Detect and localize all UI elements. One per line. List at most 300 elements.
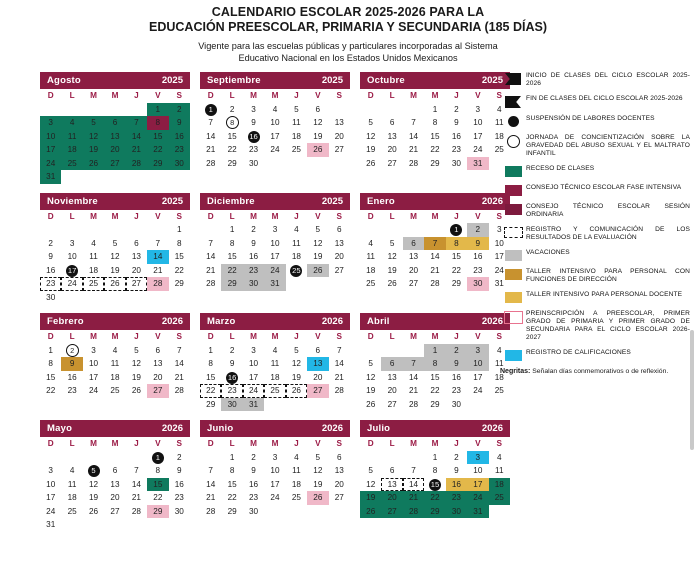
day-cell[interactable]: 21 [131, 493, 141, 502]
day-cell[interactable]: 23 [451, 386, 461, 395]
day-cell[interactable] [221, 116, 242, 130]
day-cell[interactable] [424, 478, 445, 492]
day-cell[interactable]: 19 [360, 491, 381, 505]
day-cell[interactable]: 30 [221, 398, 242, 412]
day-cell[interactable]: 29 [221, 277, 242, 291]
day-cell[interactable]: 20 [387, 386, 397, 395]
day-cell[interactable]: 28 [334, 386, 344, 395]
day-cell[interactable] [221, 371, 242, 385]
day-cell[interactable]: 13 [131, 252, 141, 261]
day-cell[interactable]: 23 [473, 265, 483, 275]
day-cell[interactable]: 6 [389, 466, 395, 475]
day-cell[interactable]: 21 [126, 143, 147, 157]
day-cell[interactable]: 7 [208, 466, 213, 475]
day-cell[interactable]: 12 [366, 131, 376, 141]
day-cell[interactable]: 5 [294, 104, 299, 114]
day-cell[interactable]: 24 [61, 277, 82, 291]
day-cell[interactable]: 29 [424, 505, 445, 519]
day-cell[interactable]: 21 [206, 265, 216, 275]
day-cell[interactable]: 18 [366, 265, 376, 275]
day-cell[interactable]: 16 [46, 265, 56, 275]
day-cell[interactable]: 3 [467, 344, 488, 358]
day-cell[interactable]: 6 [315, 345, 321, 355]
day-cell[interactable]: 28 [206, 158, 216, 168]
day-cell[interactable]: 17 [270, 131, 280, 141]
day-cell[interactable]: 27 [381, 505, 402, 519]
day-cell[interactable]: 30 [249, 506, 259, 516]
day-cell[interactable]: 13 [153, 359, 163, 368]
day-cell[interactable]: 28 [206, 506, 216, 516]
day-cell[interactable]: 9 [48, 252, 53, 261]
day-cell[interactable]: 5 [368, 118, 373, 127]
day-cell[interactable]: 3 [467, 451, 488, 465]
day-cell[interactable]: 31 [467, 505, 488, 519]
day-cell[interactable]: 8 [147, 116, 168, 130]
day-cell[interactable]: 23 [249, 145, 259, 154]
day-cell[interactable]: 15 [451, 252, 461, 261]
day-cell[interactable]: 11 [292, 466, 301, 475]
day-cell[interactable]: 25 [291, 145, 301, 154]
day-cell[interactable]: 15 [430, 372, 440, 382]
day-cell[interactable]: 15 [206, 372, 216, 382]
day-cell[interactable]: 20 [334, 252, 344, 261]
day-cell[interactable]: 6 [336, 225, 342, 234]
day-cell[interactable]: 5 [315, 452, 321, 462]
day-cell[interactable]: 10 [270, 118, 280, 127]
day-cell[interactable]: 29 [227, 158, 237, 168]
day-cell[interactable]: 20 [381, 491, 402, 505]
day-cell[interactable]: 28 [409, 158, 419, 168]
day-cell[interactable]: 18 [291, 479, 301, 489]
day-cell[interactable]: 7 [411, 466, 416, 475]
day-cell[interactable]: 24 [270, 493, 280, 502]
day-cell[interactable]: 30 [174, 506, 184, 516]
day-cell[interactable]: 24 [494, 265, 504, 275]
day-cell[interactable]: 14 [174, 359, 184, 368]
day-cell[interactable]: 19 [313, 252, 323, 261]
day-cell[interactable]: 26 [104, 277, 125, 291]
day-cell[interactable]: 3 [272, 225, 278, 234]
day-cell[interactable]: 15 [227, 479, 237, 489]
day-cell[interactable]: 16 [451, 131, 461, 141]
day-cell[interactable]: 7 [411, 118, 416, 127]
day-cell[interactable]: 11 [67, 479, 77, 489]
day-cell[interactable]: 1 [229, 225, 235, 234]
day-cell[interactable]: 27 [334, 265, 344, 275]
day-cell[interactable]: 11 [292, 238, 301, 248]
day-cell[interactable]: 8 [432, 118, 438, 127]
day-cell[interactable]: 9 [169, 116, 190, 130]
day-cell[interactable]: 25 [110, 386, 120, 395]
day-cell[interactable]: 31 [46, 520, 56, 529]
day-cell[interactable]: 7 [126, 116, 147, 130]
day-cell[interactable]: 25 [264, 384, 285, 398]
day-cell[interactable]: 25 [67, 506, 77, 516]
day-cell[interactable]: 27 [409, 279, 419, 288]
day-cell[interactable]: 3 [251, 345, 256, 355]
day-cell[interactable]: 18 [61, 143, 82, 157]
day-cell[interactable]: 23 [243, 264, 264, 278]
day-cell[interactable]: 5 [368, 466, 373, 475]
day-cell[interactable]: 17 [467, 478, 488, 492]
day-cell[interactable]: 31 [494, 279, 504, 288]
day-cell[interactable]: 20 [334, 479, 344, 489]
day-cell[interactable]: 2 [446, 344, 467, 358]
day-cell[interactable]: 29 [430, 158, 440, 168]
day-cell[interactable]: 17 [494, 252, 504, 261]
day-cell[interactable]: 26 [83, 157, 104, 171]
day-cell[interactable]: 26 [366, 399, 376, 409]
day-cell[interactable]: 10 [270, 466, 280, 475]
day-cell[interactable]: 28 [131, 506, 141, 516]
day-cell[interactable]: 17 [40, 143, 61, 157]
day-cell[interactable]: 27 [110, 506, 120, 516]
day-cell[interactable]: 6 [112, 466, 118, 475]
day-cell[interactable]: 31 [40, 170, 61, 184]
day-cell[interactable]: 18 [494, 372, 504, 382]
day-cell[interactable]: 20 [387, 145, 397, 154]
day-cell[interactable]: 19 [83, 143, 104, 157]
day-cell[interactable]: 16 [169, 130, 190, 144]
day-cell[interactable]: 12 [291, 359, 301, 368]
day-cell[interactable]: 9 [251, 238, 256, 248]
day-cell[interactable]: 7 [208, 118, 213, 127]
day-cell[interactable]: 1 [432, 104, 438, 114]
day-cell[interactable]: 12 [313, 118, 323, 127]
day-cell[interactable]: 18 [89, 265, 99, 275]
day-cell[interactable]: 28 [430, 279, 440, 288]
day-cell[interactable]: 19 [110, 265, 120, 275]
day-cell[interactable]: 27 [334, 145, 344, 154]
day-cell[interactable]: 21 [409, 386, 419, 395]
day-cell[interactable]: 18 [494, 131, 504, 141]
day-cell[interactable]: 22 [147, 143, 168, 157]
day-cell[interactable]: 24 [264, 264, 285, 278]
day-cell[interactable]: 3 [272, 452, 278, 462]
day-cell[interactable]: 11 [495, 466, 504, 475]
day-cell[interactable]: 4 [112, 345, 118, 355]
day-cell[interactable]: 26 [307, 491, 328, 505]
day-cell[interactable]: 9 [251, 118, 256, 127]
day-cell[interactable]: 8 [176, 238, 182, 248]
day-cell[interactable]: 29 [174, 279, 184, 288]
day-cell[interactable]: 11 [366, 252, 375, 261]
day-cell[interactable]: 10 [473, 466, 483, 475]
day-cell[interactable]: 21 [334, 372, 344, 382]
day-cell[interactable] [61, 264, 82, 278]
day-cell[interactable]: 17 [270, 479, 280, 489]
day-cell[interactable]: 30 [451, 158, 461, 168]
day-cell[interactable]: 25 [494, 145, 504, 154]
day-cell[interactable]: 26 [131, 386, 141, 395]
day-cell[interactable]: 25 [489, 491, 510, 505]
day-cell[interactable]: 1 [424, 344, 445, 358]
day-cell[interactable]: 6 [403, 237, 424, 251]
day-cell[interactable]: 4 [272, 345, 278, 355]
day-cell[interactable]: 8 [424, 357, 445, 371]
day-cell[interactable]: 17 [270, 252, 280, 261]
day-cell[interactable]: 10 [89, 359, 99, 368]
day-cell[interactable]: 11 [495, 359, 504, 368]
day-cell[interactable]: 15 [227, 131, 237, 141]
day-cell[interactable]: 27 [334, 493, 344, 502]
day-cell[interactable]: 14 [206, 252, 216, 261]
day-cell[interactable]: 21 [409, 145, 419, 154]
day-cell[interactable]: 30 [169, 157, 190, 171]
day-cell[interactable]: 26 [286, 384, 307, 398]
day-cell[interactable]: 22 [451, 265, 461, 275]
day-cell[interactable]: 13 [110, 479, 120, 489]
day-cell[interactable]: 10 [67, 252, 77, 261]
day-cell[interactable] [61, 344, 82, 358]
day-cell[interactable]: 24 [243, 384, 264, 398]
day-cell[interactable]: 10 [40, 130, 61, 144]
day-cell[interactable]: 12 [313, 466, 323, 475]
day-cell[interactable]: 22 [46, 386, 56, 395]
day-cell[interactable]: 8 [229, 238, 235, 248]
day-cell[interactable]: 23 [446, 491, 467, 505]
day-cell[interactable]: 14 [147, 250, 168, 264]
day-cell[interactable]: 14 [126, 130, 147, 144]
day-cell[interactable]: 21 [206, 145, 216, 154]
day-cell[interactable]: 9 [61, 357, 82, 371]
day-cell[interactable]: 13 [334, 466, 344, 475]
day-cell[interactable]: 31 [467, 157, 488, 171]
day-cell[interactable]: 22 [227, 493, 237, 502]
day-cell[interactable]: 30 [249, 158, 259, 168]
day-cell[interactable]: 30 [446, 505, 467, 519]
day-cell[interactable]: 14 [206, 479, 216, 489]
day-cell[interactable]: 31 [243, 398, 264, 412]
day-cell[interactable]: 7 [424, 237, 445, 251]
day-cell[interactable]: 10 [270, 238, 280, 248]
day-cell[interactable]: 26 [366, 158, 376, 168]
day-cell[interactable]: 14 [403, 478, 424, 492]
day-cell[interactable]: 1 [176, 225, 182, 234]
day-cell[interactable]: 26 [360, 505, 381, 519]
day-cell[interactable]: 20 [153, 372, 163, 382]
day-cell[interactable]: 8 [48, 359, 53, 368]
day-cell[interactable]: 19 [366, 145, 376, 154]
day-cell[interactable]: 17 [89, 372, 99, 382]
day-cell[interactable]: 28 [174, 386, 184, 395]
day-cell[interactable]: 1 [229, 452, 235, 462]
day-cell[interactable]: 4 [272, 104, 278, 114]
day-cell[interactable]: 23 [67, 386, 77, 395]
day-cell[interactable]: 4 [496, 104, 502, 114]
day-cell[interactable]: 28 [409, 399, 419, 409]
day-cell[interactable]: 13 [104, 130, 125, 144]
day-cell[interactable]: 22 [430, 145, 440, 154]
day-cell[interactable]: 16 [473, 252, 483, 261]
day-cell[interactable]: 19 [387, 265, 397, 275]
day-cell[interactable]: 29 [430, 399, 440, 409]
day-cell[interactable]: 2 [454, 104, 459, 114]
day-cell[interactable]: 12 [83, 130, 104, 144]
day-cell[interactable]: 14 [131, 479, 141, 489]
day-cell[interactable]: 5 [315, 225, 321, 234]
day-cell[interactable]: 22 [174, 265, 184, 275]
day-cell[interactable]: 2 [176, 452, 182, 462]
day-cell[interactable]: 16 [446, 478, 467, 492]
day-cell[interactable]: 22 [424, 491, 445, 505]
day-cell[interactable]: 18 [291, 131, 301, 141]
day-cell[interactable]: 2 [467, 223, 488, 237]
day-cell[interactable]: 27 [126, 277, 147, 291]
day-cell[interactable]: 15 [147, 478, 168, 492]
day-cell[interactable]: 11 [110, 359, 120, 368]
day-cell[interactable]: 10 [249, 359, 259, 368]
day-cell[interactable]: 13 [387, 131, 397, 141]
day-cell[interactable]: 21 [153, 265, 163, 275]
day-cell[interactable]: 7 [176, 345, 182, 355]
day-cell[interactable]: 28 [403, 505, 424, 519]
day-cell[interactable]: 7 [208, 238, 213, 248]
day-cell[interactable]: 15 [430, 131, 440, 141]
day-cell[interactable]: 20 [334, 131, 344, 141]
day-cell[interactable]: 25 [83, 277, 104, 291]
day-cell[interactable]: 8 [446, 237, 467, 251]
day-cell[interactable]: 7 [403, 357, 424, 371]
day-cell[interactable]: 24 [473, 386, 483, 395]
day-cell[interactable]: 19 [313, 479, 323, 489]
day-cell[interactable]: 2 [251, 225, 256, 234]
day-cell[interactable]: 8 [432, 466, 438, 475]
day-cell[interactable]: 4 [368, 238, 373, 248]
day-cell[interactable]: 30 [467, 277, 488, 291]
day-cell[interactable]: 6 [381, 357, 402, 371]
day-cell[interactable]: 14 [409, 372, 419, 382]
day-cell[interactable]: 27 [387, 399, 397, 409]
day-cell[interactable]: 21 [430, 265, 440, 275]
day-cell[interactable]: 25 [61, 157, 82, 171]
scrollbar[interactable] [690, 330, 694, 450]
day-cell[interactable]: 18 [110, 372, 120, 382]
day-cell[interactable]: 10 [467, 357, 488, 371]
day-cell[interactable]: 24 [40, 157, 61, 171]
day-cell[interactable]: 15 [227, 252, 237, 261]
day-cell[interactable]: 10 [494, 238, 504, 248]
day-cell[interactable]: 23 [221, 384, 242, 398]
day-cell[interactable]: 12 [131, 359, 141, 368]
day-cell[interactable]: 13 [409, 252, 419, 261]
day-cell[interactable]: 24 [473, 145, 483, 154]
day-cell[interactable]: 9 [446, 357, 467, 371]
day-cell[interactable]: 23 [249, 493, 259, 502]
day-cell[interactable]: 4 [61, 116, 82, 130]
day-cell[interactable]: 27 [104, 157, 125, 171]
day-cell[interactable] [147, 451, 168, 465]
day-cell[interactable]: 2 [229, 104, 235, 114]
day-cell[interactable]: 8 [208, 359, 213, 368]
day-cell[interactable]: 15 [147, 130, 168, 144]
day-cell[interactable]: 22 [430, 386, 440, 395]
day-cell[interactable]: 9 [176, 466, 182, 475]
day-cell[interactable]: 1 [432, 452, 438, 462]
day-cell[interactable]: 11 [61, 130, 82, 144]
day-cell[interactable]: 12 [89, 479, 99, 489]
day-cell[interactable]: 20 [104, 143, 125, 157]
day-cell[interactable]: 13 [307, 357, 328, 371]
day-cell[interactable]: 3 [251, 104, 256, 114]
day-cell[interactable]: 7 [336, 345, 342, 355]
day-cell[interactable]: 30 [46, 292, 56, 302]
day-cell[interactable]: 20 [110, 493, 120, 502]
day-cell[interactable]: 7 [134, 466, 139, 475]
day-cell[interactable]: 6 [336, 452, 342, 462]
day-cell[interactable]: 24 [46, 506, 56, 516]
day-cell[interactable]: 20 [131, 265, 141, 275]
day-cell[interactable]: 4 [496, 345, 502, 355]
day-cell[interactable]: 12 [366, 479, 376, 489]
day-cell[interactable]: 25 [366, 279, 376, 288]
day-cell[interactable]: 21 [206, 493, 216, 502]
day-cell[interactable]: 8 [155, 466, 161, 475]
day-cell[interactable]: 31 [264, 277, 285, 291]
day-cell[interactable]: 25 [494, 386, 504, 395]
day-cell[interactable]: 14 [430, 252, 440, 261]
day-cell[interactable]: 3 [48, 466, 53, 475]
day-cell[interactable]: 3 [475, 104, 481, 114]
day-cell[interactable]: 27 [147, 384, 168, 398]
day-cell[interactable]: 6 [389, 118, 395, 127]
day-cell[interactable]: 19 [131, 372, 141, 382]
day-cell[interactable]: 3 [69, 238, 75, 248]
day-cell[interactable]: 30 [451, 399, 461, 409]
day-cell[interactable]: 16 [67, 372, 77, 382]
day-cell[interactable]: 5 [112, 238, 118, 248]
day-cell[interactable]: 22 [221, 264, 242, 278]
day-cell[interactable]: 19 [313, 131, 323, 141]
day-cell[interactable]: 5 [368, 359, 373, 368]
day-cell[interactable]: 1 [208, 345, 213, 355]
day-cell[interactable]: 29 [147, 505, 168, 519]
day-cell[interactable]: 28 [147, 277, 168, 291]
day-cell[interactable]: 29 [227, 506, 237, 516]
day-cell[interactable]: 26 [387, 279, 397, 288]
day-cell[interactable]: 18 [291, 252, 301, 261]
day-cell[interactable]: 23 [174, 493, 184, 502]
day-cell[interactable]: 28 [126, 157, 147, 171]
day-cell[interactable]: 13 [381, 478, 402, 492]
day-cell[interactable]: 12 [313, 238, 323, 248]
day-cell[interactable]: 2 [169, 103, 190, 117]
day-cell[interactable]: 29 [147, 157, 168, 171]
day-cell[interactable]: 6 [104, 116, 125, 130]
day-cell[interactable]: 22 [200, 384, 221, 398]
day-cell[interactable]: 26 [307, 143, 328, 157]
day-cell[interactable]: 11 [292, 118, 301, 127]
day-cell[interactable]: 19 [291, 372, 301, 382]
day-cell[interactable]: 14 [334, 359, 344, 368]
day-cell[interactable]: 19 [89, 493, 99, 502]
day-cell[interactable]: 16 [249, 479, 259, 489]
day-cell[interactable]: 4 [91, 238, 96, 248]
day-cell[interactable]: 2 [48, 238, 53, 248]
day-cell[interactable]: 27 [307, 384, 328, 398]
day-cell[interactable]: 24 [270, 145, 280, 154]
day-cell[interactable]: 17 [46, 493, 56, 502]
day-cell[interactable]: 1 [147, 103, 168, 117]
day-cell[interactable] [446, 223, 467, 237]
day-cell[interactable] [83, 464, 104, 478]
day-cell[interactable]: 12 [110, 252, 120, 261]
day-cell[interactable]: 22 [227, 145, 237, 154]
day-cell[interactable]: 2 [454, 452, 459, 462]
day-cell[interactable]: 5 [389, 238, 395, 248]
day-cell[interactable]: 4 [294, 452, 299, 462]
day-cell[interactable]: 5 [134, 345, 139, 355]
